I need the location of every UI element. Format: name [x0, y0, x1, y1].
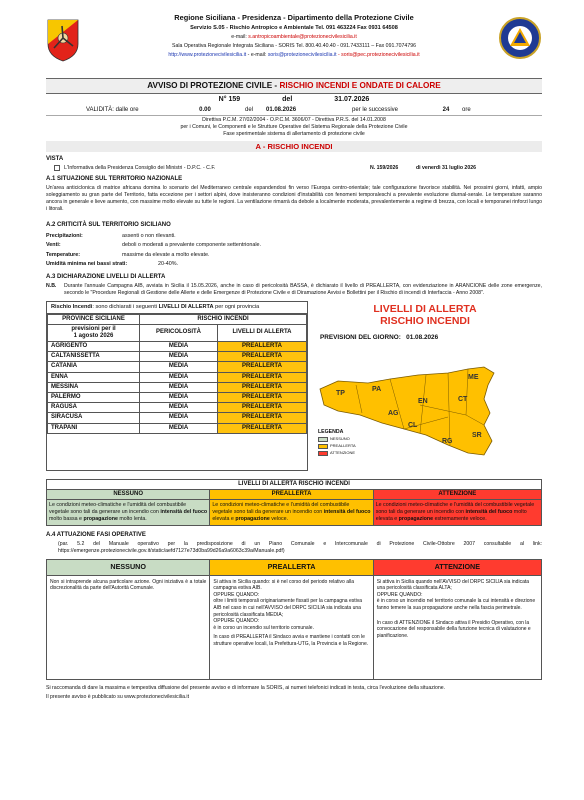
- a2-value: deboli o moderati a prevalente componente settentrionale.: [122, 242, 262, 249]
- a4-heading: A.4 ATTUAZIONE FASI OPERATIVE: [46, 531, 146, 538]
- op-line: oltre i limiti temporali originariamente fissati per la campagna estiva AIB nel caso in cui nell'AVVISO del DRPC SICILIA sia indicata una pericolosità classificata MEDIA;: [213, 598, 363, 618]
- map-province-label: PA: [372, 385, 382, 393]
- province-row: [48, 342, 307, 352]
- a2-value: assenti o non rilevanti.: [122, 232, 176, 239]
- province-name: AGRIGENTO: [48, 342, 140, 352]
- directive-line: per i Comuni, le Componenti e le Strutture Operative del Sistema Regionale della Protezione Civile: [180, 124, 408, 131]
- map-province-label: CT: [458, 395, 468, 403]
- vista-row: [46, 165, 542, 171]
- province-pericolosita: MEDIA: [140, 362, 218, 372]
- a2-list: [46, 233, 542, 268]
- caption-d: per ogni provincia: [213, 303, 260, 310]
- province-rows: [48, 342, 307, 434]
- province-name: PALERMO: [48, 393, 140, 403]
- email2-label: - e-mail:: [246, 52, 268, 59]
- op-preallerta-text: [210, 575, 373, 679]
- validita-ore: 0.00: [199, 107, 211, 114]
- map-province-label: SR: [472, 431, 482, 439]
- caption-b: : sono dichiarati i seguenti: [92, 303, 159, 310]
- op-nessuno-text: Non si intraprende alcuna particolare azione. Ogni iniziativa è a totale discrezionalità da parte dell'Autorità Comunale.: [47, 575, 210, 679]
- avviso-number: N° 159: [218, 95, 241, 103]
- a2-key: Umidità minima nei bassi strati:: [46, 261, 128, 268]
- t-a: Le condizioni meteo-climatiche e l'umidità del combustibile vegetale sono tali da generare un incendio con: [375, 502, 535, 516]
- province-pericolosita: MEDIA: [140, 342, 218, 352]
- directive-line: Direttiva P.C.M. 27/02/2004 - O.P.C.M. 3606/07 - Direttiva P.R.S. del 14.01.2008: [202, 117, 386, 124]
- province-name: MESSINA: [48, 382, 140, 392]
- t-d: propagazione: [83, 515, 118, 522]
- level-attenzione-header: ATTENZIONE: [373, 489, 541, 499]
- vista-text: L'Informativa della Presidenza Consiglio dei Ministri - D.P.C. - C.F.: [64, 164, 216, 171]
- vista-ref: N. 159/2026: [370, 164, 399, 171]
- map-prev-label: PREVISIONI DEL GIORNO:: [320, 333, 401, 341]
- province-pericolosita: MEDIA: [140, 413, 218, 423]
- caption-a: Rischio Incendi: [51, 303, 93, 310]
- email-label: e-mail:: [231, 33, 247, 40]
- map-province-label: TP: [336, 389, 345, 397]
- validita-hours: 24: [442, 107, 450, 114]
- t-d: propagazione: [235, 515, 270, 522]
- directives: [46, 116, 542, 138]
- footer-line-1: Si raccomanda di dare la massima e tempestiva diffusione del presente avviso e di informare la SORIS, ai numeri telefonici indicati in testa, circa l'evoluzione della situazione.: [46, 684, 446, 691]
- map-title-1: LIVELLI DI ALLERTA: [373, 302, 477, 315]
- op-line: Si attiva in Sicilia quando: si è nel corso del periodo relativo alla campagna estiva AIB.: [213, 578, 354, 592]
- province-livello: PREALLERTA: [218, 342, 307, 352]
- header-servizio: Servizio S.05 - Rischio Antropico e Ambientale Tel. 091 463224 Fax 0931 64508: [190, 24, 398, 31]
- level-preallerta-text: [210, 500, 373, 526]
- letterhead: [46, 14, 542, 78]
- validita-row: [46, 106, 542, 116]
- op-line: Si attiva in Sicilia quando nell'AVVISO del DRPC SICILIA sia indicata una pericolosità classificata ALTA;: [376, 578, 530, 592]
- col-prov: PROVINCE SICILIANE: [48, 314, 140, 324]
- section-a-title: A - RISCHIO INCENDI: [46, 141, 542, 152]
- province-livello: PREALLERTA: [218, 393, 307, 403]
- map-province-label: AG: [388, 409, 399, 417]
- legend-swatch: [318, 451, 328, 456]
- map-province-label: EN: [418, 397, 428, 405]
- op-line: OPPURE QUANDO:: [213, 591, 260, 598]
- avviso-title: [46, 78, 542, 94]
- op-line: In caso di ATTENZIONE il Sindaco attiva il Presidio Operativo, con la convocazione del responsabile della funzione tecnica di valutazione e pianificazione.: [376, 619, 531, 639]
- validita-label: VALIDITÀ: dalle ore: [86, 107, 139, 114]
- province-name: ENNA: [48, 372, 140, 382]
- province-livello: PREALLERTA: [218, 372, 307, 382]
- province-row: [48, 423, 307, 433]
- legend-item: [318, 437, 356, 442]
- a1-text: Un'area anticiclonica di matrice africana domina lo scenario del Mediterraneo centrale espandendosi fin verso l'Europa centro-orientale; tale configurazione favorisce stabilità. Nei prossimi giorni, infatti, ampio soleggiamento su gran parte del Territorio, fatta eccezione per i settori alpini, dove insisteranno condizioni d'instabilità con fenomeni temporaleschi a prevalente evoluzione diurnal-serale. Le temperature saranno ancora in generale e lieve aumento, con massime molto elevate su tutte le regioni. La ventilazione rimarrà da debole a localmente moderata, prevalentemente a regime di brezza, con locali e temporanei rinforzi lungo i litorali.: [46, 185, 542, 213]
- map-province-label: CL: [408, 421, 418, 429]
- a1-heading: A.1 SITUAZIONE SUL TERRITORIO NAZIONALE: [46, 176, 183, 183]
- header-sala: Sala Operativa Regionale Integrata Siciliana - SORIS Tel. 800.40.40.40 - 091.7433111 – Fax 091.7074796: [172, 42, 416, 49]
- pec-link[interactable]: - soris@pec.protezionecivilesicilia.it: [336, 52, 420, 59]
- t-c: molto bassa e: [49, 515, 84, 522]
- province-row: [48, 403, 307, 413]
- legend-label: PREALLERTA: [330, 443, 356, 449]
- province-table: [47, 314, 307, 434]
- province-pericolosita: MEDIA: [140, 372, 218, 382]
- province-row: [48, 352, 307, 362]
- web-link[interactable]: http://www.protezionecivilesicilia.it: [168, 52, 247, 59]
- levels-title: LIVELLI DI ALLERTA RISCHIO INCENDI: [47, 479, 542, 489]
- province-livello: PREALLERTA: [218, 403, 307, 413]
- t-e: estremamente veloce.: [433, 515, 487, 522]
- vista-heading: VISTA: [46, 155, 64, 162]
- op-nessuno-header: NESSUNO: [47, 560, 210, 576]
- header-title: Regione Siciliana - Presidenza - Dipartimento della Protezione Civile: [174, 13, 414, 22]
- col-rischio: RISCHIO INCENDI: [140, 314, 307, 324]
- a2-row: [46, 261, 542, 267]
- province-row: [48, 382, 307, 392]
- col-prev-label: previsioni per il: [71, 325, 116, 332]
- province-livello: PREALLERTA: [218, 352, 307, 362]
- protezione-civile-emblem-icon: [498, 16, 542, 60]
- col-liv: LIVELLI DI ALLERTA: [218, 324, 307, 341]
- province-table-wrap: [46, 301, 308, 471]
- level-attenzione-text: [373, 500, 541, 526]
- legend-swatch: [318, 444, 328, 449]
- a3-heading: A.3 DICHIARAZIONE LIVELLI DI ALLERTA: [46, 273, 166, 280]
- avviso-title-prefix: AVVISO DI PROTEZIONE CIVILE -: [147, 81, 280, 90]
- a2-row: [46, 233, 542, 239]
- map-title: [308, 303, 542, 328]
- op-line: In caso di PREALLERTA il Sindaco avvia e mantiene i contatti con le strutture operative locali, la Prefettura-UTG, la Provincia e la Regione.: [213, 634, 369, 647]
- col-prev: [48, 324, 140, 341]
- map-prev-date: 01.08.2026: [406, 333, 439, 341]
- t-e: veloce.: [269, 515, 289, 522]
- avviso-number-row: [46, 94, 542, 106]
- t-a: Le condizioni meteo-climatiche e l'umidità del combustibile vegetale sono tali da generare un incendio con: [49, 502, 187, 516]
- t-c: elevata e: [212, 515, 236, 522]
- checkbox-icon: [54, 165, 60, 171]
- t-a: Le condizioni meteo-climatiche e l'umidità del combustibile vegetale sono tali da generare un incendio con: [212, 502, 350, 516]
- province-livello: PREALLERTA: [218, 362, 307, 372]
- levels-table: [46, 479, 542, 526]
- map-title-2: RISCHIO INCENDI: [380, 315, 470, 328]
- soris-email-link[interactable]: soris@protezionecivilesicilia.it: [267, 52, 337, 59]
- level-nessuno-text: [47, 500, 210, 526]
- province-name: CALTANISSETTA: [48, 352, 140, 362]
- t-b: intensità del fuoco: [323, 509, 371, 516]
- a2-key: Temperature:: [46, 251, 81, 258]
- province-name: RAGUSA: [48, 403, 140, 413]
- province-pericolosita: MEDIA: [140, 352, 218, 362]
- a2-row: [46, 242, 542, 248]
- header-web-line: [46, 52, 542, 58]
- province-row: [48, 413, 307, 423]
- province-pericolosita: MEDIA: [140, 393, 218, 403]
- a3-note: [46, 283, 542, 297]
- validita-del: del: [244, 107, 253, 114]
- level-preallerta-header: PREALLERTA: [210, 489, 373, 499]
- a2-heading: A.2 CRITICITÀ SUL TERRITORIO SICILIANO: [46, 222, 171, 229]
- a4-text: (par. 5.2 del Manuale operativo per la predisposizione di un Piano Comunale e Intercomunale di Protezione Civile-Ottobre 2007 consultabile al link: https://emergenze.protezionecivile.gov.it/static/aefd7127e73d0ba99d26a9a6063c39a/Manuale.pdf): [58, 540, 542, 554]
- a3-nb: N.B.: [46, 282, 57, 289]
- op-line: OPPURE QUANDO:: [213, 618, 260, 625]
- header-email-line: [46, 34, 542, 40]
- a2-value: massime da elevate a molto elevate.: [122, 251, 210, 258]
- validita-ore2: ore: [462, 107, 471, 114]
- legend-swatch: [318, 437, 328, 442]
- caption-c: LIVELLI DI ALLERTA: [158, 303, 214, 310]
- t-e: molto lenta.: [117, 515, 147, 522]
- op-attenzione-header: ATTENZIONE: [373, 560, 541, 576]
- map-legend: [318, 429, 356, 456]
- a3-text: Durante l'annuale Campagna AIB, avviata in Sicilia il 15.05.2026, anche in caso di pericolosità BASSA, è dichiarato il livello di PREALLERTA, con evidenziazione in ARANCIONE delle zone emergenze, secondo le "Procedure Regionali di Gestione delle Allerte e delle Emergenze di Protezione Civile e di Diramazione Avvisi e Bollettini per il Rischio di incendi di Interfaccia - Anno 2008".: [64, 282, 542, 296]
- a2-row: [46, 252, 542, 258]
- vista-ref-date: di venerdì 31 luglio 2026: [416, 164, 476, 171]
- province-pericolosita: MEDIA: [140, 382, 218, 392]
- province-row: [48, 362, 307, 372]
- province-row: [48, 393, 307, 403]
- a2-key: Venti:: [46, 242, 61, 249]
- col-prev-date: 1 agosto 2026: [73, 332, 114, 339]
- operative-table: [46, 559, 542, 680]
- table-caption: [47, 302, 307, 314]
- t-b: intensità del fuoco: [465, 509, 513, 516]
- map-panel: [308, 301, 542, 471]
- map-province-label: RG: [442, 437, 453, 445]
- legend-label: NESSUNO: [330, 436, 350, 442]
- t-c: molto elevata e: [375, 509, 527, 522]
- map-province-label: ME: [468, 373, 479, 381]
- avviso-del: del: [282, 95, 293, 103]
- a2-key: Precipitazioni:: [46, 232, 83, 239]
- legend-item: [318, 451, 356, 456]
- document-page: [46, 12, 542, 788]
- province-pericolosita: MEDIA: [140, 423, 218, 433]
- validita-per: per le successive: [352, 107, 399, 114]
- province-livello: PREALLERTA: [218, 413, 307, 423]
- op-attenzione-text: [373, 575, 541, 679]
- map-prev: [320, 334, 542, 342]
- footer-line-2: Il presente avviso è pubblicato su www.protezionecivilesicilia.it: [46, 693, 190, 700]
- validita-date: 01.08.2026: [266, 107, 297, 114]
- province-name: SIRACUSA: [48, 413, 140, 423]
- allerta-block: [46, 301, 542, 471]
- op-line: è in corso un incendio sul territorio comunale.: [213, 624, 314, 631]
- op-preallerta-header: PREALLERTA: [210, 560, 373, 576]
- province-livello: PREALLERTA: [218, 423, 307, 433]
- avviso-date: 31.07.2026: [334, 95, 370, 103]
- legend-label: ATTENZIONE: [330, 450, 356, 456]
- province-row: [48, 372, 307, 382]
- legend-title: LEGENDA: [318, 428, 344, 435]
- province-name: CATANIA: [48, 362, 140, 372]
- t-d: propagazione: [398, 515, 434, 522]
- level-nessuno-header: NESSUNO: [47, 489, 210, 499]
- avviso-title-red: RISCHIO INCENDI E ONDATE DI CALORE: [279, 81, 441, 90]
- op-line: è in corso un incendio nel territorio comunale la cui intensità e direzione fanno temere la sua propagazione anche nella fascia perimetrale.: [376, 598, 536, 612]
- province-name: TRAPANI: [48, 423, 140, 433]
- op-line: OPPURE QUANDO:: [376, 591, 423, 598]
- a2-value: 20-40%.: [158, 261, 179, 268]
- directive-line: Fase sperimentale sistema di allertamento di protezione civile: [223, 130, 365, 137]
- col-per: PERICOLOSITÀ: [140, 324, 218, 341]
- province-livello: PREALLERTA: [218, 382, 307, 392]
- regione-siciliana-crest-icon: [46, 18, 80, 62]
- province-pericolosita: MEDIA: [140, 403, 218, 413]
- email-link[interactable]: s.antropicoambientale@protezionecivilesicilia.it: [248, 33, 357, 40]
- t-b: intensità del fuoco: [160, 509, 208, 516]
- legend-item: [318, 444, 356, 449]
